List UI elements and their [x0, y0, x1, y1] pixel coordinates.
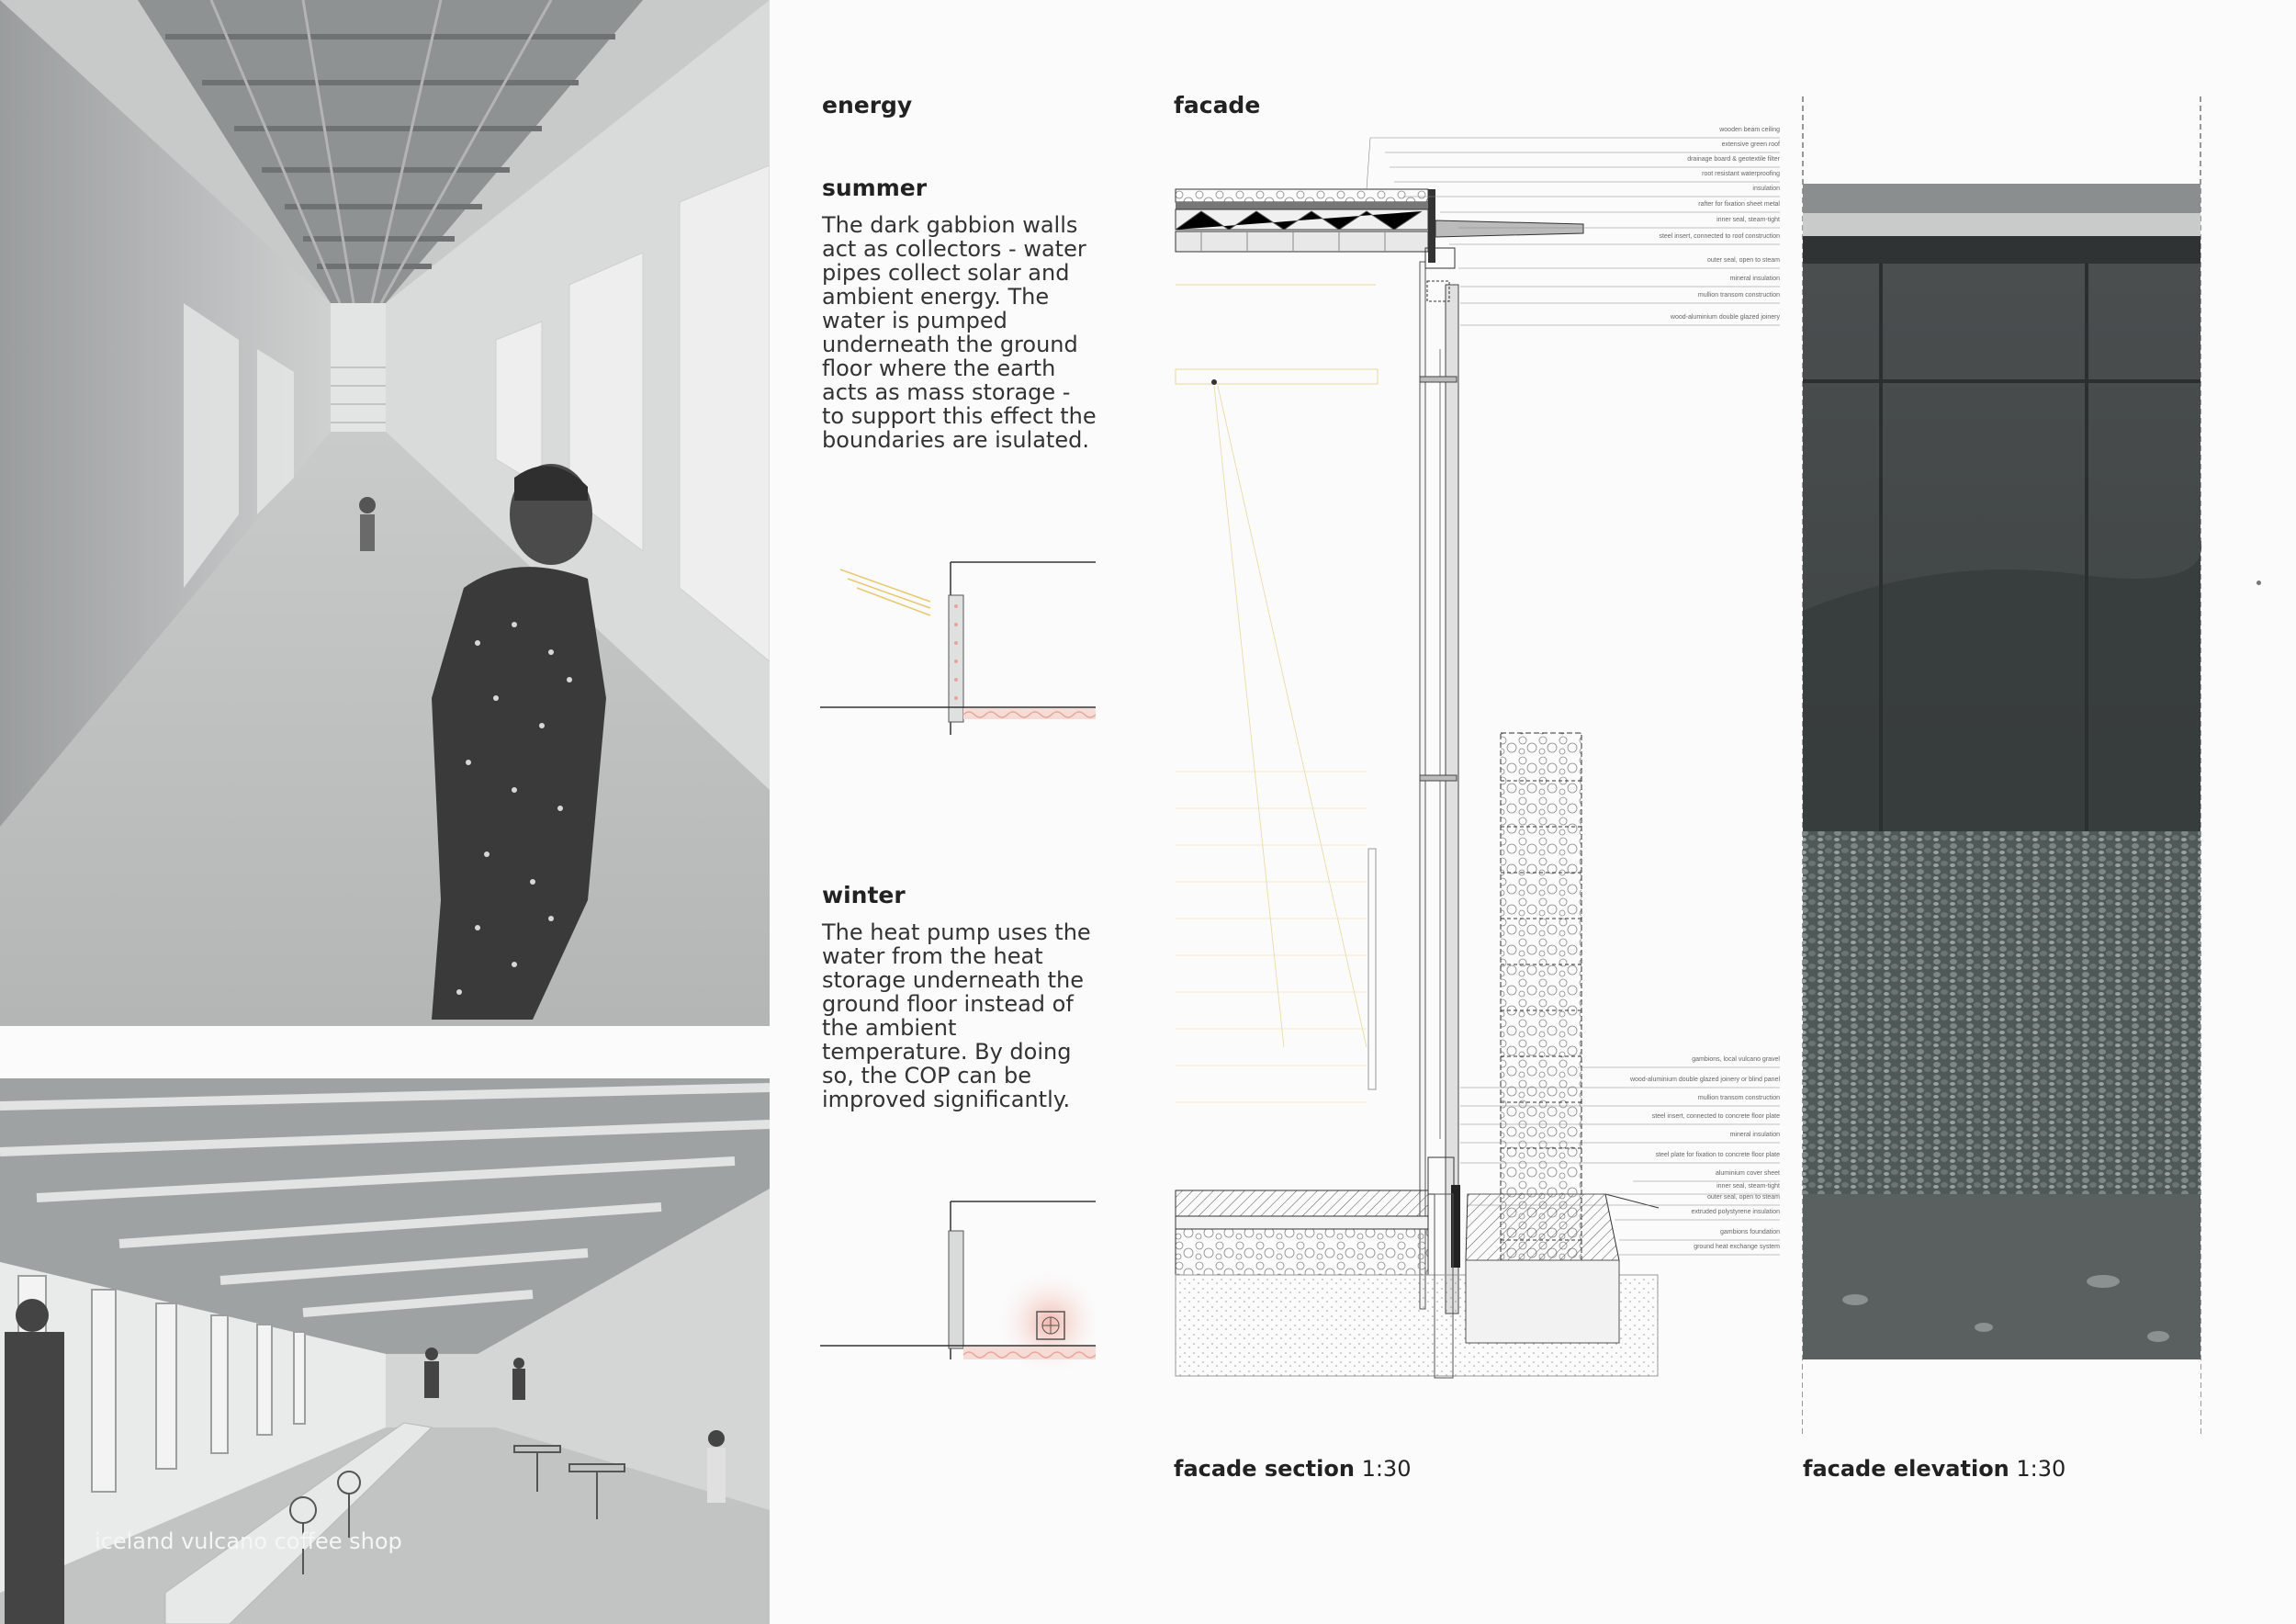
winter-energy-diagram: [820, 1194, 1096, 1378]
annot-top-label: inner seal, steam-tight: [1716, 217, 1780, 223]
interior-render-coffee-shop: [0, 1078, 770, 1624]
annot-bottom-label: outer seal, open to steam: [1707, 1194, 1780, 1201]
facade-elevation-scale: 1:30: [2016, 1456, 2066, 1482]
annot-bottom-label: ground heat exchange system: [1694, 1244, 1780, 1250]
coffee-shop-caption: iceland vulcano coffee shop: [95, 1528, 402, 1554]
exhibition-hall-image: [0, 0, 770, 1026]
annot-bottom-label: mineral insulation: [1729, 1132, 1780, 1138]
facade-section-drawing: [1174, 129, 1798, 1387]
annot-top-label: extensive green roof: [1721, 141, 1780, 148]
winter-text: The heat pump uses the water from the heat storage underneath the ground floor instead of the ambient temperature. By doing so, the COP can be improved significantly.: [822, 919, 1091, 1112]
interior-render-exhibition: [0, 0, 770, 1026]
facade-section-caption: [1174, 1456, 1411, 1482]
summer-energy-diagram: [820, 551, 1096, 739]
annot-top-label: steel insert, connected to roof construction: [1659, 233, 1780, 240]
facade-elevation-title: facade elevation: [1803, 1456, 2009, 1482]
annot-bottom-label: gambions foundation: [1720, 1229, 1780, 1235]
facade-heading: facade: [1174, 92, 1261, 118]
annot-top-label: root resistant waterproofing: [1702, 171, 1780, 177]
facade-section-title: facade section: [1174, 1456, 1355, 1482]
annot-top-label: mullion transom construction: [1697, 292, 1780, 299]
annot-bottom-label: mullion transom construction: [1697, 1095, 1780, 1101]
facade-elevation-drawing: [1800, 96, 2204, 1438]
energy-heading: energy: [822, 92, 913, 118]
summer-heading: summer: [822, 175, 928, 201]
annot-bottom-label: aluminium cover sheet: [1715, 1170, 1780, 1177]
annot-top-label: rafter for fixation sheet metal: [1698, 201, 1780, 208]
facade-section-scale: 1:30: [1361, 1456, 1412, 1482]
annot-bottom-label: extruded polystyrene insulation: [1691, 1209, 1780, 1215]
annot-top-label: wooden beam ceiling: [1719, 127, 1780, 133]
annot-bottom-label: steel plate for fixation to concrete floor plate: [1655, 1152, 1780, 1158]
annot-top-label: outer seal, open to steam: [1707, 257, 1780, 264]
summer-text: The dark gabbion walls act as collectors - water pipes collect solar and ambient energy. The water is pumped underneath the ground floor where the earth acts as mass storage - to support this effect the boundaries are isulated.: [822, 212, 1097, 453]
coffee-shop-image: [0, 1078, 770, 1624]
annot-bottom-label: inner seal, steam-tight: [1716, 1183, 1780, 1190]
annot-top-label: wood-aluminium double glazed joinery: [1670, 314, 1780, 321]
annot-bottom-label: wood-aluminium double glazed joinery or blind panel: [1629, 1077, 1780, 1083]
annot-top-label: insulation: [1752, 186, 1780, 192]
annot-bottom-label: steel insert, connected to concrete floor plate: [1651, 1113, 1780, 1120]
annot-top-label: drainage board & geotextile filter: [1687, 156, 1780, 163]
annot-bottom-label: gambions, local vulcano gravel: [1692, 1056, 1780, 1063]
annot-top-label: mineral insulation: [1729, 276, 1780, 282]
winter-heading: winter: [822, 882, 906, 908]
margin-dot: [2257, 581, 2261, 585]
facade-elevation-caption: [1803, 1456, 2065, 1482]
